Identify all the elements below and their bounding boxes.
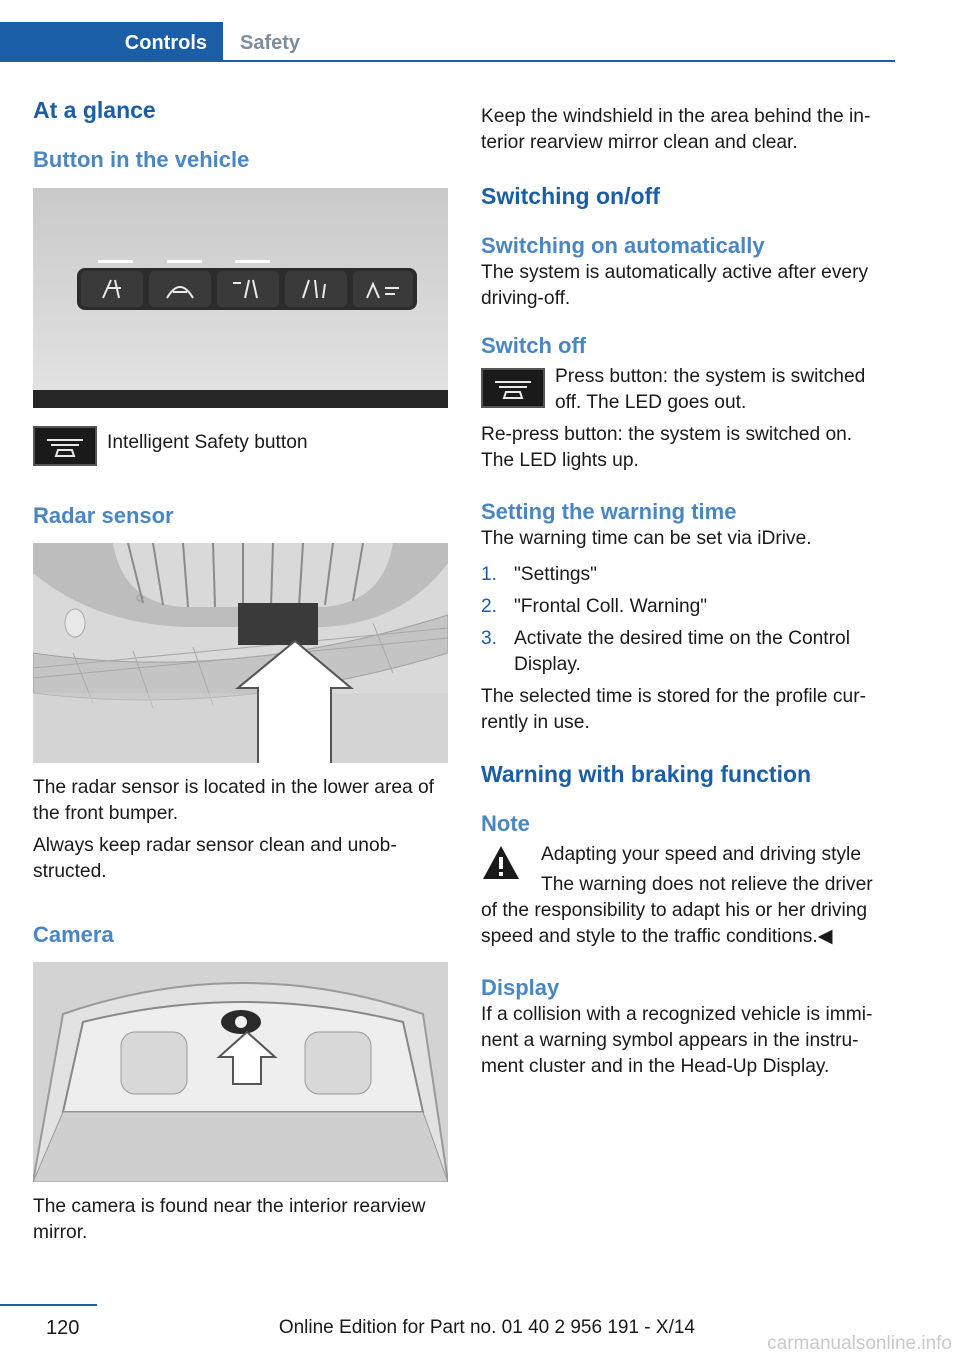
note-text <box>531 842 873 898</box>
header-tabs <box>0 22 895 62</box>
heading-setting-warning-time: Setting the warning time <box>481 499 737 524</box>
camera-paragraph: The camera is found near the interior rearview mirror. <box>33 1196 426 1243</box>
tab-safety[interactable]: Safety <box>240 32 301 54</box>
radar-sensor-illustration <box>33 543 448 763</box>
heading-camera: Camera <box>33 922 114 947</box>
heading-switching-on-off: Switching on/off <box>481 183 660 209</box>
radar-paragraph-2: Always keep radar sensor clean and unob-structed. <box>33 835 397 882</box>
button-panel-illustration <box>33 188 448 408</box>
warning-triangle-icon <box>481 844 521 882</box>
note-body-continued: of the responsibility to adapt his or her driving speed and style to the traffic conditions.◀ <box>481 900 868 947</box>
step-number: 1. <box>481 564 498 585</box>
radar-paragraph-1: The radar sensor is located in the lower area of the front bumper. <box>33 777 435 824</box>
button-panel-figure <box>33 188 448 408</box>
header-rule <box>0 60 895 62</box>
display-paragraph: If a collision with a recognized vehicle is immi-nent a warning symbol appears in the instru-ment cluster and in the Head-Up Display. <box>481 1004 873 1077</box>
button-caption: Intelligent Safety button <box>107 432 308 453</box>
warning-time-paragraph: The warning time can be set via iDrive. <box>481 528 812 549</box>
step-text: "Settings" <box>514 564 597 585</box>
step-text: Activate the desired time on the Control Display. <box>514 628 850 675</box>
repress-paragraph: Re-press button: the system is switched on. The LED lights up. <box>481 424 853 471</box>
left-column <box>33 96 448 1246</box>
heading-switching-on-automatically: Switching on automatically <box>481 233 765 258</box>
heading-button-in-vehicle: Button in the vehicle <box>33 147 250 172</box>
list-item <box>481 562 887 588</box>
watermark: carmanualsonline.info <box>767 1333 952 1354</box>
camera-figure <box>33 962 448 1182</box>
note-body-line1: The warning does not relieve the driver <box>541 874 873 895</box>
edition-text: Online Edition for Part no. 01 40 2 956 191 - X/14 <box>278 1317 695 1338</box>
heading-radar-sensor: Radar sensor <box>33 503 174 528</box>
steps-list <box>481 562 887 678</box>
heading-display: Display <box>481 975 560 1000</box>
tab-controls[interactable]: Controls <box>0 22 223 62</box>
footer-rule <box>0 1304 97 1306</box>
radar-sensor-figure <box>33 543 448 763</box>
intelligent-safety-icon <box>481 368 545 408</box>
heading-at-a-glance: At a glance <box>33 97 156 123</box>
note-row <box>481 842 887 898</box>
heading-note: Note <box>481 811 530 836</box>
switch-off-paragraph: Press button: the system is switched off. The LED goes out. <box>555 366 866 413</box>
intelligent-safety-icon <box>33 426 97 466</box>
button-caption-row <box>33 426 448 466</box>
step-number: 3. <box>481 628 498 649</box>
switch-off-row <box>481 364 887 416</box>
stored-paragraph: The selected time is stored for the profile cur-rently in use. <box>481 686 866 733</box>
right-column <box>481 104 887 1080</box>
list-item <box>481 626 887 678</box>
heading-warning-braking: Warning with braking function <box>481 761 812 787</box>
note-title: Adapting your speed and driving style <box>541 844 861 865</box>
page-number: 120 <box>46 1317 80 1339</box>
step-text: "Frontal Coll. Warning" <box>514 596 708 617</box>
heading-switch-off: Switch off <box>481 333 587 358</box>
windshield-paragraph: Keep the windshield in the area behind the in-terior rearview mirror clean and clear. <box>481 106 871 153</box>
step-number: 2. <box>481 596 498 617</box>
list-item <box>481 594 887 620</box>
camera-illustration <box>33 962 448 1182</box>
switch-on-paragraph: The system is automatically active after every driving-off. <box>481 262 869 309</box>
